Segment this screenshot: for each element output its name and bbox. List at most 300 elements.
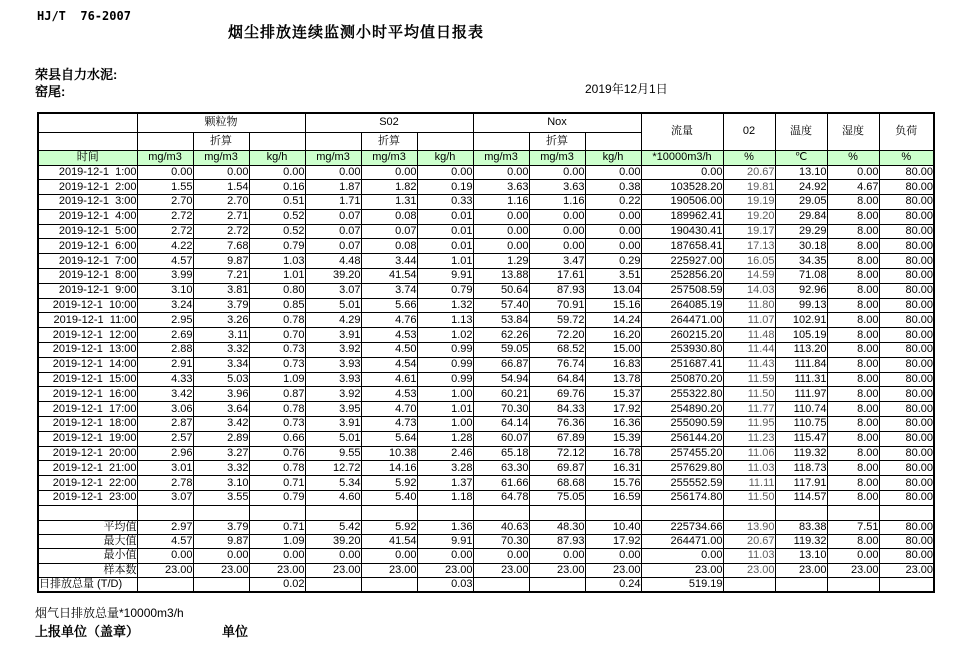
time-cell: 2019-12-1 21:00 bbox=[38, 461, 137, 476]
value-cell: 15.00 bbox=[585, 343, 641, 358]
unit-header-6: mg/m3 bbox=[473, 150, 529, 165]
gap-cell bbox=[641, 505, 723, 520]
value-cell: 80.00 bbox=[879, 165, 934, 180]
table-row bbox=[38, 417, 934, 432]
gap-cell bbox=[879, 505, 934, 520]
value-cell: 0.00 bbox=[529, 239, 585, 254]
table-row bbox=[38, 357, 934, 372]
time-cell: 2019-12-1 16:00 bbox=[38, 387, 137, 402]
value-cell: 80.00 bbox=[879, 195, 934, 210]
table-row bbox=[38, 446, 934, 461]
gap-cell bbox=[193, 505, 249, 520]
value-cell: 225927.00 bbox=[641, 254, 723, 269]
site-name: 窑尾: bbox=[35, 84, 66, 99]
value-cell: 80.00 bbox=[879, 417, 934, 432]
value-cell: 0.00 bbox=[641, 165, 723, 180]
value-cell: 11.50 bbox=[723, 491, 775, 506]
summary-value-cell: 4.57 bbox=[137, 534, 193, 548]
subheader-empty-cell bbox=[137, 132, 193, 150]
right-header-0: 流量 bbox=[641, 113, 723, 150]
time-column-header: 时间 bbox=[38, 150, 137, 165]
value-cell: 3.99 bbox=[137, 269, 193, 284]
value-cell: 16.36 bbox=[585, 417, 641, 432]
value-cell: 0.99 bbox=[417, 357, 473, 372]
summary-value-cell: 0.71 bbox=[249, 520, 305, 534]
value-cell: 0.52 bbox=[249, 224, 305, 239]
right-header-4: 负荷 bbox=[879, 113, 934, 150]
value-cell: 8.00 bbox=[827, 446, 879, 461]
value-cell: 3.92 bbox=[305, 387, 361, 402]
daily-total-value-cell: 519.19 bbox=[641, 577, 723, 592]
value-cell: 4.60 bbox=[305, 491, 361, 506]
summary-value-cell: 9.87 bbox=[193, 534, 249, 548]
daily-total-value-cell bbox=[137, 577, 193, 592]
value-cell: 16.05 bbox=[723, 254, 775, 269]
table-row bbox=[38, 254, 934, 269]
summary-value-cell: 23.00 bbox=[641, 563, 723, 577]
value-cell: 3.34 bbox=[193, 357, 249, 372]
time-cell: 2019-12-1 23:00 bbox=[38, 491, 137, 506]
value-cell: 8.00 bbox=[827, 283, 879, 298]
summary-value-cell: 48.30 bbox=[529, 520, 585, 534]
value-cell: 0.00 bbox=[305, 165, 361, 180]
value-cell: 4.76 bbox=[361, 313, 417, 328]
summary-value-cell: 23.00 bbox=[193, 563, 249, 577]
summary-value-cell: 23.00 bbox=[723, 563, 775, 577]
time-cell: 2019-12-1 20:00 bbox=[38, 446, 137, 461]
value-cell: 250870.20 bbox=[641, 372, 723, 387]
summary-value-cell: 20.67 bbox=[723, 534, 775, 548]
value-cell: 264085.19 bbox=[641, 298, 723, 313]
value-cell: 19.81 bbox=[723, 180, 775, 195]
summary-value-cell: 0.00 bbox=[585, 549, 641, 563]
table-row bbox=[38, 113, 934, 132]
value-cell: 11.44 bbox=[723, 343, 775, 358]
table-row bbox=[38, 431, 934, 446]
value-cell: 0.01 bbox=[417, 224, 473, 239]
value-cell: 61.66 bbox=[473, 476, 529, 491]
summary-label: 平均值 bbox=[38, 520, 137, 534]
value-cell: 4.33 bbox=[137, 372, 193, 387]
time-cell: 2019-12-1 5:00 bbox=[38, 224, 137, 239]
value-cell: 11.50 bbox=[723, 387, 775, 402]
table-row bbox=[38, 150, 934, 165]
value-cell: 3.92 bbox=[305, 343, 361, 358]
value-cell: 4.61 bbox=[361, 372, 417, 387]
time-cell: 2019-12-1 8:00 bbox=[38, 269, 137, 284]
value-cell: 115.47 bbox=[775, 431, 827, 446]
value-cell: 3.07 bbox=[305, 283, 361, 298]
value-cell: 3.28 bbox=[417, 461, 473, 476]
value-cell: 7.21 bbox=[193, 269, 249, 284]
value-cell: 5.66 bbox=[361, 298, 417, 313]
time-cell: 2019-12-1 12:00 bbox=[38, 328, 137, 343]
value-cell: 5.92 bbox=[361, 476, 417, 491]
table-row bbox=[38, 165, 934, 180]
value-cell: 0.00 bbox=[529, 224, 585, 239]
value-cell: 1.00 bbox=[417, 387, 473, 402]
gap-cell bbox=[473, 505, 529, 520]
value-cell: 9.91 bbox=[417, 269, 473, 284]
value-cell: 16.59 bbox=[585, 491, 641, 506]
value-cell: 3.63 bbox=[529, 180, 585, 195]
value-cell: 3.91 bbox=[305, 328, 361, 343]
value-cell: 71.08 bbox=[775, 269, 827, 284]
summary-value-cell: 23.00 bbox=[249, 563, 305, 577]
value-cell: 110.74 bbox=[775, 402, 827, 417]
value-cell: 41.54 bbox=[361, 269, 417, 284]
daily-total-value-cell bbox=[775, 577, 827, 592]
daily-total-value-cell bbox=[827, 577, 879, 592]
value-cell: 5.64 bbox=[361, 431, 417, 446]
value-cell: 76.74 bbox=[529, 357, 585, 372]
summary-value-cell: 23.00 bbox=[529, 563, 585, 577]
value-cell: 11.80 bbox=[723, 298, 775, 313]
value-cell: 1.32 bbox=[417, 298, 473, 313]
summary-value-cell: 9.91 bbox=[417, 534, 473, 548]
value-cell: 0.00 bbox=[473, 209, 529, 224]
value-cell: 3.26 bbox=[193, 313, 249, 328]
gap-cell bbox=[38, 505, 137, 520]
summary-value-cell: 0.00 bbox=[305, 549, 361, 563]
table-row bbox=[38, 534, 934, 548]
table-row bbox=[38, 195, 934, 210]
value-cell: 34.35 bbox=[775, 254, 827, 269]
table-row bbox=[38, 505, 934, 520]
value-cell: 68.68 bbox=[529, 476, 585, 491]
daily-total-value-cell: 0.02 bbox=[249, 577, 305, 592]
value-cell: 0.99 bbox=[417, 343, 473, 358]
daily-total-value-cell: 0.24 bbox=[585, 577, 641, 592]
table-row bbox=[38, 577, 934, 592]
time-cell: 2019-12-1 9:00 bbox=[38, 283, 137, 298]
value-cell: 4.70 bbox=[361, 402, 417, 417]
value-cell: 0.00 bbox=[249, 165, 305, 180]
value-cell: 11.59 bbox=[723, 372, 775, 387]
value-cell: 13.10 bbox=[775, 165, 827, 180]
value-cell: 59.72 bbox=[529, 313, 585, 328]
value-cell: 0.78 bbox=[249, 461, 305, 476]
summary-value-cell: 23.00 bbox=[361, 563, 417, 577]
value-cell: 9.55 bbox=[305, 446, 361, 461]
time-cell: 2019-12-1 4:00 bbox=[38, 209, 137, 224]
daily-total-value-cell: 0.03 bbox=[417, 577, 473, 592]
value-cell: 0.79 bbox=[249, 491, 305, 506]
value-cell: 8.00 bbox=[827, 387, 879, 402]
value-cell: 0.78 bbox=[249, 313, 305, 328]
value-cell: 1.31 bbox=[361, 195, 417, 210]
value-cell: 29.84 bbox=[775, 209, 827, 224]
value-cell: 102.91 bbox=[775, 313, 827, 328]
summary-value-cell: 23.00 bbox=[879, 563, 934, 577]
value-cell: 255322.80 bbox=[641, 387, 723, 402]
value-cell: 3.42 bbox=[137, 387, 193, 402]
value-cell: 3.91 bbox=[305, 417, 361, 432]
value-cell: 29.29 bbox=[775, 224, 827, 239]
value-cell: 117.91 bbox=[775, 476, 827, 491]
unit-header-2: kg/h bbox=[249, 150, 305, 165]
subheader-empty-cell bbox=[249, 132, 305, 150]
value-cell: 2.89 bbox=[193, 431, 249, 446]
gap-cell bbox=[827, 505, 879, 520]
value-cell: 0.08 bbox=[361, 209, 417, 224]
value-cell: 3.10 bbox=[193, 476, 249, 491]
summary-value-cell: 0.00 bbox=[193, 549, 249, 563]
value-cell: 253930.80 bbox=[641, 343, 723, 358]
value-cell: 257508.59 bbox=[641, 283, 723, 298]
value-cell: 0.73 bbox=[249, 417, 305, 432]
value-cell: 66.87 bbox=[473, 357, 529, 372]
value-cell: 12.72 bbox=[305, 461, 361, 476]
value-cell: 1.87 bbox=[305, 180, 361, 195]
gap-cell bbox=[137, 505, 193, 520]
summary-value-cell: 23.00 bbox=[305, 563, 361, 577]
value-cell: 80.00 bbox=[879, 461, 934, 476]
value-cell: 80.00 bbox=[879, 180, 934, 195]
value-cell: 75.05 bbox=[529, 491, 585, 506]
value-cell: 0.00 bbox=[473, 165, 529, 180]
time-cell: 2019-12-1 10:00 bbox=[38, 298, 137, 313]
value-cell: 60.07 bbox=[473, 431, 529, 446]
value-cell: 8.00 bbox=[827, 461, 879, 476]
value-cell: 29.05 bbox=[775, 195, 827, 210]
summary-value-cell: 10.40 bbox=[585, 520, 641, 534]
value-cell: 0.07 bbox=[305, 239, 361, 254]
value-cell: 0.00 bbox=[473, 224, 529, 239]
value-cell: 3.64 bbox=[193, 402, 249, 417]
value-cell: 1.03 bbox=[249, 254, 305, 269]
value-cell: 69.87 bbox=[529, 461, 585, 476]
unit-header-11: ℃ bbox=[775, 150, 827, 165]
value-cell: 80.00 bbox=[879, 387, 934, 402]
value-cell: 8.00 bbox=[827, 372, 879, 387]
value-cell: 3.74 bbox=[361, 283, 417, 298]
value-cell: 3.01 bbox=[137, 461, 193, 476]
table-row bbox=[38, 313, 934, 328]
value-cell: 8.00 bbox=[827, 476, 879, 491]
value-cell: 1.29 bbox=[473, 254, 529, 269]
summary-value-cell: 80.00 bbox=[879, 534, 934, 548]
value-cell: 5.01 bbox=[305, 431, 361, 446]
value-cell: 0.73 bbox=[249, 343, 305, 358]
right-header-1: 02 bbox=[723, 113, 775, 150]
gap-cell bbox=[249, 505, 305, 520]
value-cell: 0.79 bbox=[417, 283, 473, 298]
value-cell: 54.94 bbox=[473, 372, 529, 387]
value-cell: 103528.20 bbox=[641, 180, 723, 195]
value-cell: 3.95 bbox=[305, 402, 361, 417]
value-cell: 80.00 bbox=[879, 431, 934, 446]
value-cell: 13.88 bbox=[473, 269, 529, 284]
value-cell: 119.32 bbox=[775, 446, 827, 461]
subheader-converted-2: 折算 bbox=[529, 132, 585, 150]
footer-unit-label: 单位 bbox=[222, 624, 249, 639]
header-empty-cell bbox=[38, 113, 137, 132]
standard-code: HJ/T 76-2007 bbox=[37, 9, 131, 23]
value-cell: 0.07 bbox=[305, 209, 361, 224]
value-cell: 4.57 bbox=[137, 254, 193, 269]
value-cell: 76.36 bbox=[529, 417, 585, 432]
value-cell: 0.87 bbox=[249, 387, 305, 402]
value-cell: 252856.20 bbox=[641, 269, 723, 284]
summary-value-cell: 3.79 bbox=[193, 520, 249, 534]
summary-value-cell: 0.00 bbox=[529, 549, 585, 563]
time-cell: 2019-12-1 22:00 bbox=[38, 476, 137, 491]
value-cell: 0.76 bbox=[249, 446, 305, 461]
value-cell: 1.28 bbox=[417, 431, 473, 446]
daily-total-value-cell bbox=[193, 577, 249, 592]
summary-value-cell: 5.42 bbox=[305, 520, 361, 534]
value-cell: 0.07 bbox=[361, 224, 417, 239]
summary-value-cell: 119.32 bbox=[775, 534, 827, 548]
value-cell: 0.07 bbox=[305, 224, 361, 239]
value-cell: 3.07 bbox=[137, 491, 193, 506]
summary-value-cell: 13.10 bbox=[775, 549, 827, 563]
table-row bbox=[38, 269, 934, 284]
value-cell: 2.72 bbox=[137, 224, 193, 239]
daily-total-label: 日排放总量 (T/D) bbox=[38, 577, 137, 592]
summary-value-cell: 23.00 bbox=[417, 563, 473, 577]
value-cell: 8.00 bbox=[827, 209, 879, 224]
value-cell: 114.57 bbox=[775, 491, 827, 506]
group-header-0: 颗粒物 bbox=[137, 113, 305, 132]
value-cell: 11.77 bbox=[723, 402, 775, 417]
time-cell: 2019-12-1 11:00 bbox=[38, 313, 137, 328]
subheader-converted-1: 折算 bbox=[361, 132, 417, 150]
value-cell: 14.16 bbox=[361, 461, 417, 476]
value-cell: 8.00 bbox=[827, 357, 879, 372]
value-cell: 8.00 bbox=[827, 239, 879, 254]
table-row bbox=[38, 283, 934, 298]
value-cell: 92.96 bbox=[775, 283, 827, 298]
summary-value-cell: 8.00 bbox=[827, 534, 879, 548]
value-cell: 0.00 bbox=[473, 239, 529, 254]
value-cell: 99.13 bbox=[775, 298, 827, 313]
value-cell: 0.00 bbox=[827, 165, 879, 180]
value-cell: 0.00 bbox=[417, 165, 473, 180]
value-cell: 8.00 bbox=[827, 195, 879, 210]
value-cell: 11.95 bbox=[723, 417, 775, 432]
value-cell: 0.00 bbox=[529, 209, 585, 224]
summary-value-cell: 11.03 bbox=[723, 549, 775, 563]
summary-value-cell: 264471.00 bbox=[641, 534, 723, 548]
value-cell: 68.52 bbox=[529, 343, 585, 358]
value-cell: 3.93 bbox=[305, 372, 361, 387]
value-cell: 3.81 bbox=[193, 283, 249, 298]
value-cell: 80.00 bbox=[879, 357, 934, 372]
value-cell: 254890.20 bbox=[641, 402, 723, 417]
value-cell: 4.53 bbox=[361, 328, 417, 343]
value-cell: 8.00 bbox=[827, 402, 879, 417]
value-cell: 4.48 bbox=[305, 254, 361, 269]
unit-header-3: mg/m3 bbox=[305, 150, 361, 165]
time-cell: 2019-12-1 6:00 bbox=[38, 239, 137, 254]
group-header-1: S02 bbox=[305, 113, 473, 132]
value-cell: 87.93 bbox=[529, 283, 585, 298]
gap-cell bbox=[723, 505, 775, 520]
summary-value-cell: 0.00 bbox=[473, 549, 529, 563]
time-cell: 2019-12-1 2:00 bbox=[38, 180, 137, 195]
unit-header-8: kg/h bbox=[585, 150, 641, 165]
summary-value-cell: 80.00 bbox=[879, 549, 934, 563]
value-cell: 3.63 bbox=[473, 180, 529, 195]
value-cell: 118.73 bbox=[775, 461, 827, 476]
value-cell: 260215.20 bbox=[641, 328, 723, 343]
right-header-2: 温度 bbox=[775, 113, 827, 150]
summary-value-cell: 23.00 bbox=[473, 563, 529, 577]
value-cell: 8.00 bbox=[827, 224, 879, 239]
time-cell: 2019-12-1 3:00 bbox=[38, 195, 137, 210]
table-row bbox=[38, 387, 934, 402]
value-cell: 187658.41 bbox=[641, 239, 723, 254]
value-cell: 0.08 bbox=[361, 239, 417, 254]
time-cell: 2019-12-1 13:00 bbox=[38, 343, 137, 358]
value-cell: 8.00 bbox=[827, 254, 879, 269]
summary-value-cell: 0.00 bbox=[249, 549, 305, 563]
page-title: 烟尘排放连续监测小时平均值日报表 bbox=[227, 24, 484, 41]
value-cell: 2.72 bbox=[193, 224, 249, 239]
gap-cell bbox=[585, 505, 641, 520]
value-cell: 13.04 bbox=[585, 283, 641, 298]
value-cell: 4.29 bbox=[305, 313, 361, 328]
time-cell: 2019-12-1 15:00 bbox=[38, 372, 137, 387]
value-cell: 3.32 bbox=[193, 343, 249, 358]
value-cell: 0.78 bbox=[249, 402, 305, 417]
value-cell: 2.95 bbox=[137, 313, 193, 328]
value-cell: 0.16 bbox=[249, 180, 305, 195]
value-cell: 70.91 bbox=[529, 298, 585, 313]
value-cell: 80.00 bbox=[879, 224, 934, 239]
summary-value-cell: 23.00 bbox=[585, 563, 641, 577]
value-cell: 80.00 bbox=[879, 343, 934, 358]
value-cell: 190506.00 bbox=[641, 195, 723, 210]
value-cell: 80.00 bbox=[879, 239, 934, 254]
value-cell: 3.47 bbox=[529, 254, 585, 269]
value-cell: 9.87 bbox=[193, 254, 249, 269]
time-cell: 2019-12-1 14:00 bbox=[38, 357, 137, 372]
value-cell: 1.01 bbox=[249, 269, 305, 284]
value-cell: 80.00 bbox=[879, 372, 934, 387]
daily-total-value-cell bbox=[361, 577, 417, 592]
daily-total-value-cell bbox=[879, 577, 934, 592]
value-cell: 16.20 bbox=[585, 328, 641, 343]
gap-cell bbox=[361, 505, 417, 520]
value-cell: 3.11 bbox=[193, 328, 249, 343]
value-cell: 2.57 bbox=[137, 431, 193, 446]
value-cell: 5.03 bbox=[193, 372, 249, 387]
value-cell: 14.03 bbox=[723, 283, 775, 298]
value-cell: 2.96 bbox=[137, 446, 193, 461]
value-cell: 1.09 bbox=[249, 372, 305, 387]
value-cell: 2.91 bbox=[137, 357, 193, 372]
value-cell: 0.00 bbox=[137, 165, 193, 180]
value-cell: 5.01 bbox=[305, 298, 361, 313]
value-cell: 255552.59 bbox=[641, 476, 723, 491]
value-cell: 0.52 bbox=[249, 209, 305, 224]
table-row bbox=[38, 239, 934, 254]
value-cell: 67.89 bbox=[529, 431, 585, 446]
unit-header-9: *10000m3/h bbox=[641, 150, 723, 165]
value-cell: 257629.80 bbox=[641, 461, 723, 476]
value-cell: 3.44 bbox=[361, 254, 417, 269]
value-cell: 20.67 bbox=[723, 165, 775, 180]
subheader-empty-cell bbox=[473, 132, 529, 150]
value-cell: 80.00 bbox=[879, 313, 934, 328]
value-cell: 8.00 bbox=[827, 343, 879, 358]
value-cell: 0.00 bbox=[585, 209, 641, 224]
value-cell: 4.73 bbox=[361, 417, 417, 432]
table-row bbox=[38, 563, 934, 577]
